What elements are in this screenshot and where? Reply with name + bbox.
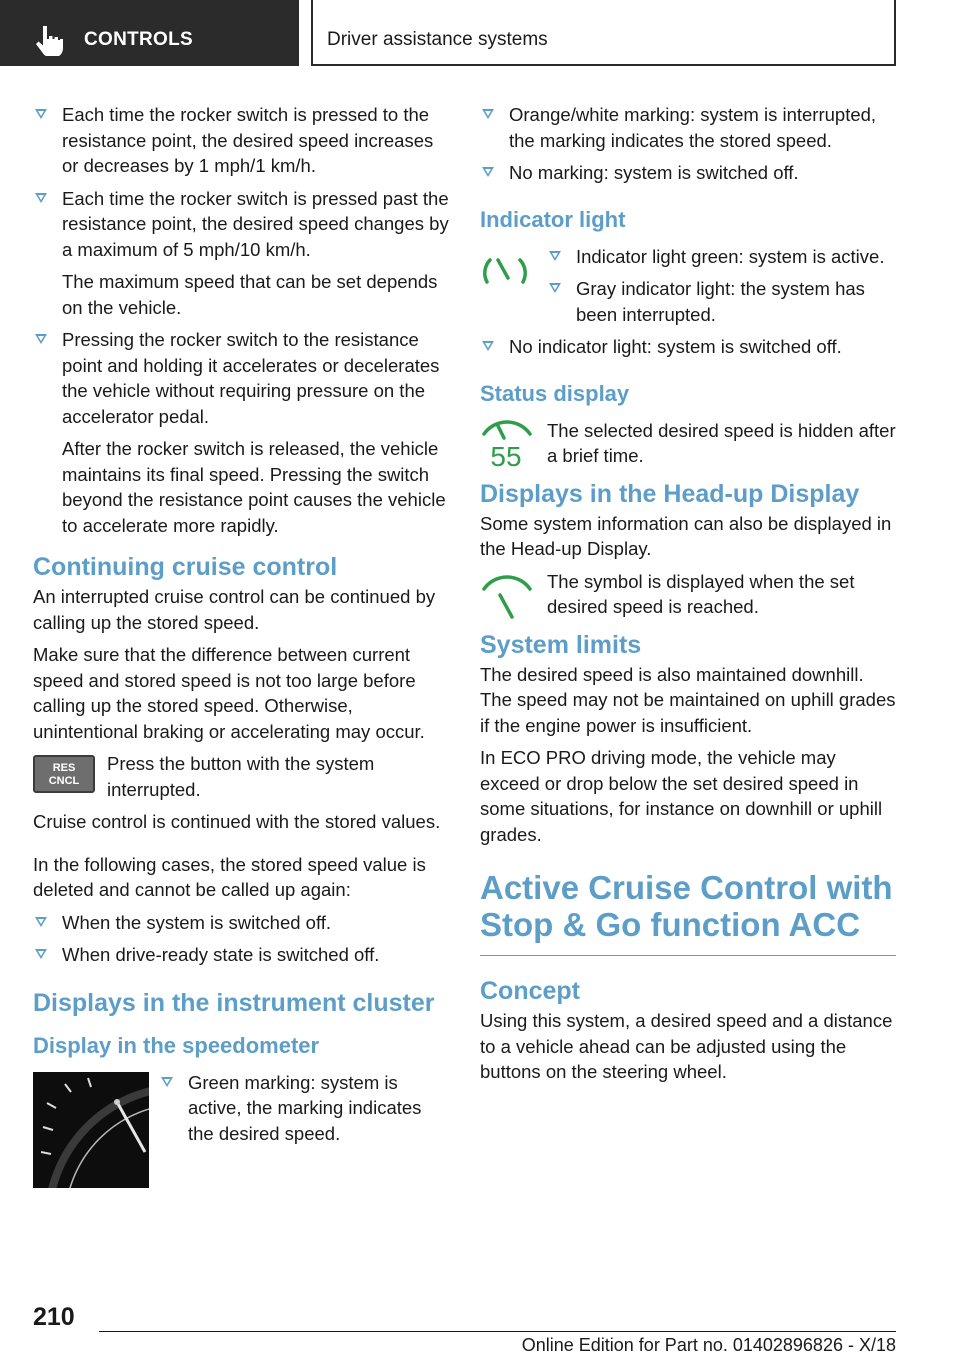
- list-item: No indicator light: system is switched off.: [480, 334, 896, 360]
- bullet-triangle-icon: [549, 251, 561, 261]
- paragraph: In ECO PRO driving mode, the vehicle may exceed or drop below the set desired speed in some situations, for instance on downhill or uphill grades.: [480, 747, 883, 845]
- list-item: Indicator light green: system is active.: [547, 244, 896, 270]
- res-cncl-button-icon: RES CNCL: [33, 755, 95, 793]
- bullet-triangle-icon: [482, 109, 494, 119]
- status-display-section: [480, 418, 896, 469]
- hand-icon: [34, 24, 64, 56]
- list-item: No marking: system is switched off.: [480, 160, 896, 186]
- speedometer-list: [159, 1070, 449, 1147]
- speedometer-section: [33, 1070, 449, 1186]
- heading-status-display: Status display: [480, 380, 630, 406]
- heading-concept: Concept: [480, 977, 580, 1005]
- status-display-text: The selected desired speed is hidden after a brief time.: [547, 419, 896, 466]
- bullet-triangle-icon: [35, 193, 47, 203]
- bullet-triangle-icon: [35, 334, 47, 344]
- paragraph: Using this system, a desired speed and a distance to a vehicle ahead can be adjusted using the buttons on the steering wheel.: [480, 1010, 893, 1082]
- paragraph: In the following cases, the stored speed value is deleted and cannot be called up again:: [33, 853, 426, 900]
- hud-symbol-text: The symbol is displayed when the set desired speed is reached.: [547, 570, 855, 617]
- hud-symbol-icon: [480, 575, 534, 625]
- list-item: When the system is switched off.: [33, 910, 449, 936]
- chapter-tab: [311, 0, 896, 66]
- list-item: Gray indicator light: the system has been interrupted.: [547, 276, 896, 327]
- res-cncl-instruction: [33, 751, 449, 802]
- list-item: Each time the rocker switch is pressed to the resistance point, the desired speed increases or decreases by 1 mph/1 km/h.: [33, 102, 449, 179]
- svg-text:55: 55: [490, 440, 522, 470]
- bullet-triangle-icon: [161, 1077, 173, 1087]
- heading-system-limits: System limits: [480, 630, 642, 659]
- left-column: [33, 102, 449, 1186]
- heading-head-up-display: Displays in the Head-up Display: [480, 479, 860, 508]
- list-item: When drive-ready state is switched off.: [33, 942, 449, 968]
- heading-continuing-cruise-control: Continuing cruise control: [33, 553, 338, 581]
- heading-displays-instrument-cluster: Displays in the instrument cluster: [33, 988, 435, 1017]
- speedometer-image: [33, 1072, 149, 1188]
- heading-indicator-light: Indicator light: [480, 206, 626, 232]
- res-cncl-text: Press the button with the system interrupted.: [107, 753, 375, 800]
- bullet-triangle-icon: [35, 949, 47, 959]
- list-item: Pressing the rocker switch to the resistance point and holding it accelerates or decelerates the vehicle without requiring pressure on the accelerator pedal.: [33, 327, 449, 429]
- paragraph: Some system information can also be displayed in the Head-up Display.: [480, 512, 892, 559]
- bullet-triangle-icon: [482, 167, 494, 177]
- bullet-note: After the rocker switch is released, the vehicle maintains its final speed. Pressing the switch beyond the resistance point causes the vehicle to accelerate more rapidly.: [62, 438, 446, 536]
- footer-divider: [99, 1331, 896, 1332]
- chapter-title: Driver assistance systems: [327, 29, 548, 50]
- bullet-triangle-icon: [549, 283, 561, 293]
- list-item: Each time the rocker switch is pressed past the resistance point, the desired speed changes by a maximum of 5 mph/10 km/h.: [33, 186, 449, 263]
- bullet-note: The maximum speed that can be set depends on the vehicle.: [62, 271, 438, 318]
- indicator-light-section: [480, 244, 896, 328]
- list-item: Orange/white marking: system is interrupted, the marking indicates the stored speed.: [480, 102, 896, 153]
- bullet-triangle-icon: [35, 917, 47, 927]
- hud-symbol-section: [480, 569, 896, 620]
- status-55-icon: [480, 420, 534, 470]
- right-column: [480, 102, 896, 1092]
- page-number: 210: [33, 1303, 75, 1331]
- paragraph: Cruise control is continued with the stored values.: [33, 811, 441, 832]
- bullet-triangle-icon: [482, 341, 494, 351]
- section-title: CONTROLS: [84, 29, 194, 50]
- paragraph: The desired speed is also maintained downhill. The speed may not be maintained on uphill grades if the engine power is insufficient.: [480, 663, 896, 736]
- cruise-indicator-icon: [480, 248, 530, 298]
- edition-note: Online Edition for Part no. 01402896826 - X/18: [521, 1335, 896, 1355]
- heading-display-speedometer: Display in the speedometer: [33, 1032, 320, 1058]
- list-item: Green marking: system is active, the marking indicates the desired speed.: [159, 1070, 449, 1147]
- paragraph: Make sure that the difference between current speed and stored speed is not too large before calling up the stored speed. Otherwise, unintentional braking or accelerating may occur.: [33, 644, 425, 742]
- paragraph: An interrupted cruise control can be continued by calling up the stored speed.: [33, 586, 436, 633]
- section-tab: [0, 0, 299, 66]
- bullet-triangle-icon: [35, 109, 47, 119]
- heading-active-cruise-control: Active Cruise Control with Stop & Go function ACC: [480, 869, 896, 956]
